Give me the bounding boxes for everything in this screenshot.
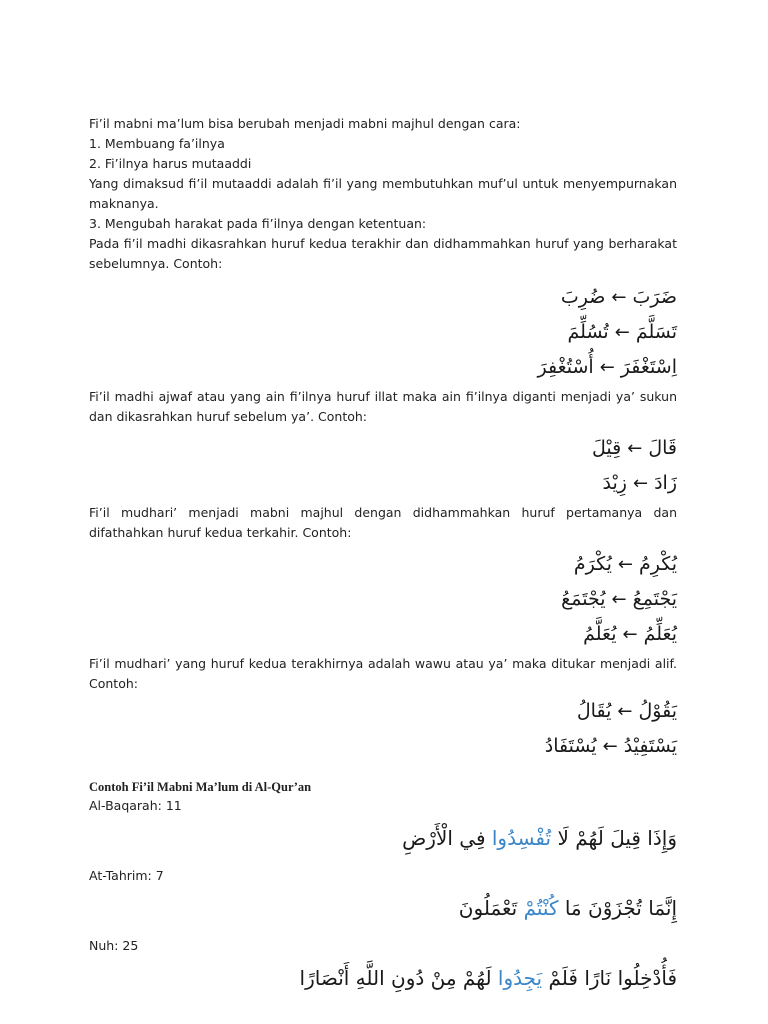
example-row (89, 431, 677, 466)
arrow-left-icon: ← (617, 701, 633, 722)
example-from: يَجْتَمِعُ (632, 588, 677, 610)
verse-text: تَعْمَلُونَ (458, 896, 524, 920)
verse-text: وَإِذَا قِيلَ لَهُمْ لَا (551, 826, 677, 850)
verse-text: لَهُمْ مِنْ دُونِ اللَّهِ أَنْصَارًا (299, 966, 498, 990)
madhi-examples (89, 280, 677, 385)
ajwaf-paragraph: Fi’il madhi ajwaf atau yang ain fi’ilnya huruf illat maka ain fi’ilnya diganti menjadi ya’ sukun dan dikasrahkan huruf sebelum ya’. Contoh: (89, 389, 677, 424)
arrow-left-icon: ← (614, 322, 630, 343)
example-row (89, 350, 677, 385)
verse-text: فِي الْأَرْضِ (402, 826, 492, 850)
example-row (89, 315, 677, 350)
arrow-left-icon: ← (602, 736, 618, 757)
example-to: يُسْتَفَادُ (544, 735, 597, 757)
example-from: زَادَ (654, 472, 677, 494)
mudhari-wawu-paragraph: Fi’il mudhari’ yang huruf kedua terakhirnya adalah wawu atau ya’ maka ditukar menjadi alif. Contoh: (89, 656, 677, 691)
verse-text: فَأُدْخِلُوا نَارًا فَلَمْ (542, 966, 677, 990)
verse-highlight: تُفْسِدُوا (491, 826, 552, 850)
example-row (89, 617, 677, 652)
example-to: أُسْتُغْفِرَ (537, 356, 594, 378)
intro-list-item-1: 1. Membuang fa’ilnya (89, 136, 225, 151)
quran-verse (89, 820, 677, 856)
verse-highlight: كُنْتُمْ (523, 896, 559, 920)
verse-text: إِنَّمَا تُجْزَوْنَ مَا (558, 896, 677, 920)
example-to: زِيْدَ (602, 472, 627, 494)
example-from: اِسْتَغْفَرَ (620, 356, 677, 378)
example-to: ضُرِبَ (560, 286, 606, 308)
quran-verse (89, 890, 677, 926)
example-to: يُكْرَمُ (573, 553, 612, 575)
intro-paragraph-1: Fi’il mabni ma’lum bisa berubah menjadi mabni majhul dengan cara: (89, 116, 521, 131)
example-from: قَالَ (648, 437, 677, 459)
arrow-left-icon: ← (617, 554, 633, 575)
document-page (89, 114, 677, 1006)
arrow-left-icon: ← (611, 287, 627, 308)
example-from: يُكْرِمُ (638, 553, 677, 575)
mudhari-examples (89, 547, 677, 652)
mudhari-wawu-examples (89, 694, 677, 764)
example-to: قِيْلَ (592, 437, 622, 459)
intro-paragraph-madhi: Pada fi’il madhi dikasrahkan huruf kedua terakhir dan didhammahkan huruf yang berharakat sebelumnya. Contoh: (89, 236, 677, 271)
example-row (89, 694, 677, 729)
example-from: يُعَلِّمُ (643, 623, 677, 645)
example-row (89, 582, 677, 617)
arrow-left-icon: ← (632, 473, 649, 494)
example-from: تَسَلَّمَ (635, 321, 677, 343)
example-row (89, 729, 677, 764)
example-row (89, 547, 677, 582)
example-row (89, 466, 677, 501)
verse-highlight: يَجِدُوا (497, 966, 543, 990)
arrow-left-icon: ← (611, 589, 627, 610)
example-from: يَسْتَفِيْدُ (623, 735, 677, 757)
example-from: يَقُوْلُ (638, 700, 677, 722)
quran-verse (89, 960, 677, 996)
example-to: يُجْتَمَعُ (561, 588, 606, 610)
example-to: تُسُلِّمَ (567, 321, 609, 343)
verse-reference: At-Tahrim: 7 (89, 868, 164, 883)
arrow-left-icon: ← (622, 624, 638, 645)
example-from: ضَرَبَ (632, 286, 677, 308)
intro-paragraph-mutaaddi: Yang dimaksud fi’il mutaaddi adalah fi’il yang membutuhkan muf’ul untuk menyempurnakan maknanya. (89, 176, 677, 211)
example-to: يُقَالُ (576, 700, 612, 722)
arrow-left-icon: ← (627, 438, 643, 459)
example-row (89, 280, 677, 315)
arrow-left-icon: ← (599, 357, 615, 378)
ajwaf-examples (89, 431, 677, 501)
example-to: يُعَلَّمُ (583, 623, 617, 645)
verse-reference: Nuh: 25 (89, 938, 139, 953)
quran-section-title: Contoh Fi’il Mabni Ma’lum di Al-Qur’an (89, 780, 312, 794)
intro-list-item-2: 2. Fi’ilnya harus mutaaddi (89, 156, 252, 171)
verse-reference: Al-Baqarah: 11 (89, 798, 182, 813)
intro-list-item-3: 3. Mengubah harakat pada fi’ilnya dengan ketentuan: (89, 216, 427, 231)
mudhari-paragraph: Fi’il mudhari’ menjadi mabni majhul dengan didhammahkan huruf pertamanya dan difathahkan huruf kedua terkahir. Contoh: (89, 505, 677, 540)
